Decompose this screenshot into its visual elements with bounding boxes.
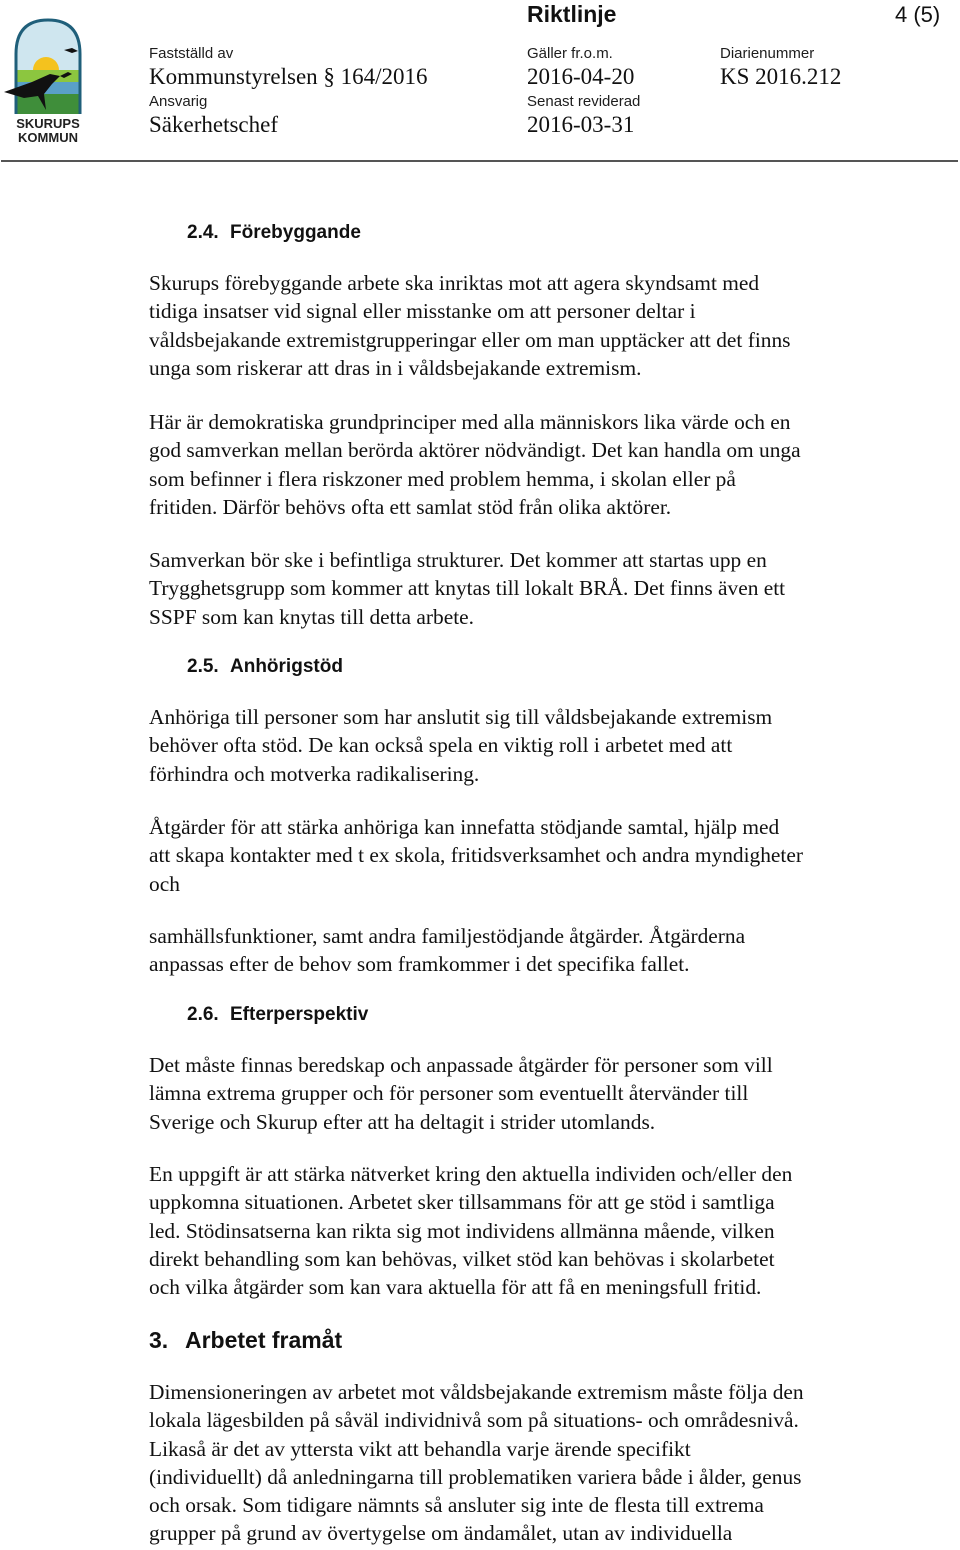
paragraph bbox=[149, 703, 919, 788]
text-line: unga som riskerar att dras in i våldsbejakande extremism. bbox=[149, 355, 642, 380]
label-senast-reviderad: Senast reviderad bbox=[527, 93, 641, 110]
text-line: att skapa kontakter med t ex skola, fritidsverksamhet och andra myndigheter bbox=[149, 843, 803, 868]
text-line: god samverkan mellan berörda aktörer nödvändigt. Det kan handla om unga bbox=[149, 438, 801, 463]
paragraph bbox=[149, 1051, 919, 1136]
text-line: Trygghetsgrupp som kommer att knytas till lokalt BRÅ. Det finns även ett bbox=[149, 576, 786, 601]
text-line: förhindra och motverka radikalisering. bbox=[149, 761, 480, 786]
page-number: 4 (5) bbox=[895, 2, 941, 27]
paragraph bbox=[149, 1378, 919, 1548]
section-number: 2.4. bbox=[187, 222, 219, 243]
section-title: Förebyggande bbox=[230, 222, 361, 243]
label-faststalld-av: Fastställd av bbox=[149, 45, 234, 62]
value-diarienummer: KS 2016.212 bbox=[720, 64, 842, 89]
text-line: Dimensioneringen av arbetet mot våldsbejakande extremism måste följa den bbox=[149, 1380, 804, 1404]
text-line: Åtgärder för att stärka anhöriga kan innefatta stödjande samtal, hjälp med bbox=[149, 815, 780, 839]
text-line: uppkomna situationen. Arbetet sker tillsammans för att ge stöd i samtliga bbox=[149, 1190, 775, 1215]
text-line: samhällsfunktioner, samt andra familjestödjande åtgärder. Åtgärderna bbox=[149, 924, 746, 948]
text-line: Skurups förebyggande arbete ska inriktas mot att agera skyndsamt med bbox=[149, 271, 760, 295]
text-line: Samverkan bör ske i befintliga strukturer. Det kommer att startas upp en bbox=[149, 548, 767, 572]
text-line: direkt behandling som kan behövas, vilket stöd kan behövas i skolarbetet bbox=[149, 1246, 775, 1271]
text-line: Sverige och Skurup efter att ha deltagit i strider utomlands. bbox=[149, 1109, 656, 1134]
paragraph bbox=[149, 1160, 919, 1301]
text-line: Det måste finnas beredskap och anpassade åtgärder för personer som vill bbox=[149, 1053, 773, 1077]
label-diarienummer: Diarienummer bbox=[720, 45, 815, 62]
paragraph bbox=[149, 408, 919, 521]
value-faststalld-av: Kommunstyrelsen § 164/2016 bbox=[149, 64, 428, 89]
text-line: grupper på grund av övertygelse om ändamålet, utan av individuella bbox=[149, 1521, 733, 1546]
text-line: och orsak. Som tidigare nämnts så ansluter sig inte de flesta till extrema bbox=[149, 1493, 764, 1518]
text-line: och vilka åtgärder som kan vara aktuella för att få en meningsfull fritid. bbox=[149, 1275, 762, 1300]
text-line: En uppgift är att stärka nätverket kring den aktuella individen och/eller den bbox=[149, 1162, 793, 1186]
paragraph bbox=[149, 922, 919, 979]
svg-text:KOMMUN: KOMMUN bbox=[18, 130, 78, 144]
paragraph bbox=[149, 813, 919, 898]
text-line: behöver ofta stöd. De kan också spela en viktig roll i arbetet med att bbox=[149, 733, 733, 758]
label-ansvarig: Ansvarig bbox=[149, 93, 208, 110]
text-line: fritiden. Därför behövs ofta ett samlat stöd från olika aktörer. bbox=[149, 494, 672, 519]
text-line: som befinner i flera riskzoner med problem hemma, i skolan eller på bbox=[149, 466, 736, 491]
text-line: Likaså är det av yttersta vikt att behandla varje ärende specifikt bbox=[149, 1436, 691, 1461]
section-number: 2.6. bbox=[187, 1004, 219, 1025]
heading-section-2-5 bbox=[187, 656, 343, 678]
heading-section-3 bbox=[149, 1327, 342, 1354]
text-line: led. Stödinsatserna kan rikta sig mot individens allmänna mående, vilken bbox=[149, 1218, 775, 1243]
text-line: SSPF som kan knytas till detta arbete. bbox=[149, 604, 474, 629]
svg-text:SKURUPS: SKURUPS bbox=[16, 116, 80, 131]
value-senast-reviderad: 2016-03-31 bbox=[527, 112, 635, 137]
heading-section-2-6 bbox=[187, 1004, 368, 1026]
text-line: och bbox=[149, 871, 180, 896]
text-line: tidiga insatser vid signal eller misstanke om att personer deltar i bbox=[149, 299, 696, 324]
value-galler-from: 2016-04-20 bbox=[527, 64, 635, 89]
text-line: lokala lägesbilden på såväl individnivå som på situations- och områdesnivå. bbox=[149, 1408, 799, 1433]
section-title: Efterperspektiv bbox=[230, 1004, 369, 1025]
section-title: Arbetet framåt bbox=[185, 1327, 343, 1353]
section-number: 2.5. bbox=[187, 656, 219, 677]
text-line: anpassas efter de behov som framkommer i det specifika fallet. bbox=[149, 952, 690, 977]
text-line: lämna extrema grupper och för personer som eventuellt återvänder till bbox=[149, 1081, 749, 1106]
text-line: Anhöriga till personer som har anslutit sig till våldsbejakande extremism bbox=[149, 705, 773, 729]
heading-section-2-4 bbox=[187, 222, 361, 244]
section-title: Anhörigstöd bbox=[230, 656, 343, 677]
label-galler-from: Gäller fr.o.m. bbox=[527, 45, 613, 62]
document-type: Riktlinje bbox=[527, 1, 617, 27]
text-line: Här är demokratiska grundprinciper med alla människors lika värde och en bbox=[149, 410, 791, 434]
section-number: 3. bbox=[149, 1327, 169, 1353]
paragraph bbox=[149, 269, 919, 382]
header-divider bbox=[1, 160, 958, 162]
skurups-kommun-logo bbox=[2, 14, 94, 144]
value-ansvarig: Säkerhetschef bbox=[149, 112, 278, 137]
text-line: våldsbejakande extremistgrupperingar eller om man upptäcker att det finns bbox=[149, 327, 791, 352]
paragraph bbox=[149, 546, 919, 631]
text-line: (individuellt) då anledningarna till problematiken variera både i ålder, genus bbox=[149, 1464, 802, 1489]
